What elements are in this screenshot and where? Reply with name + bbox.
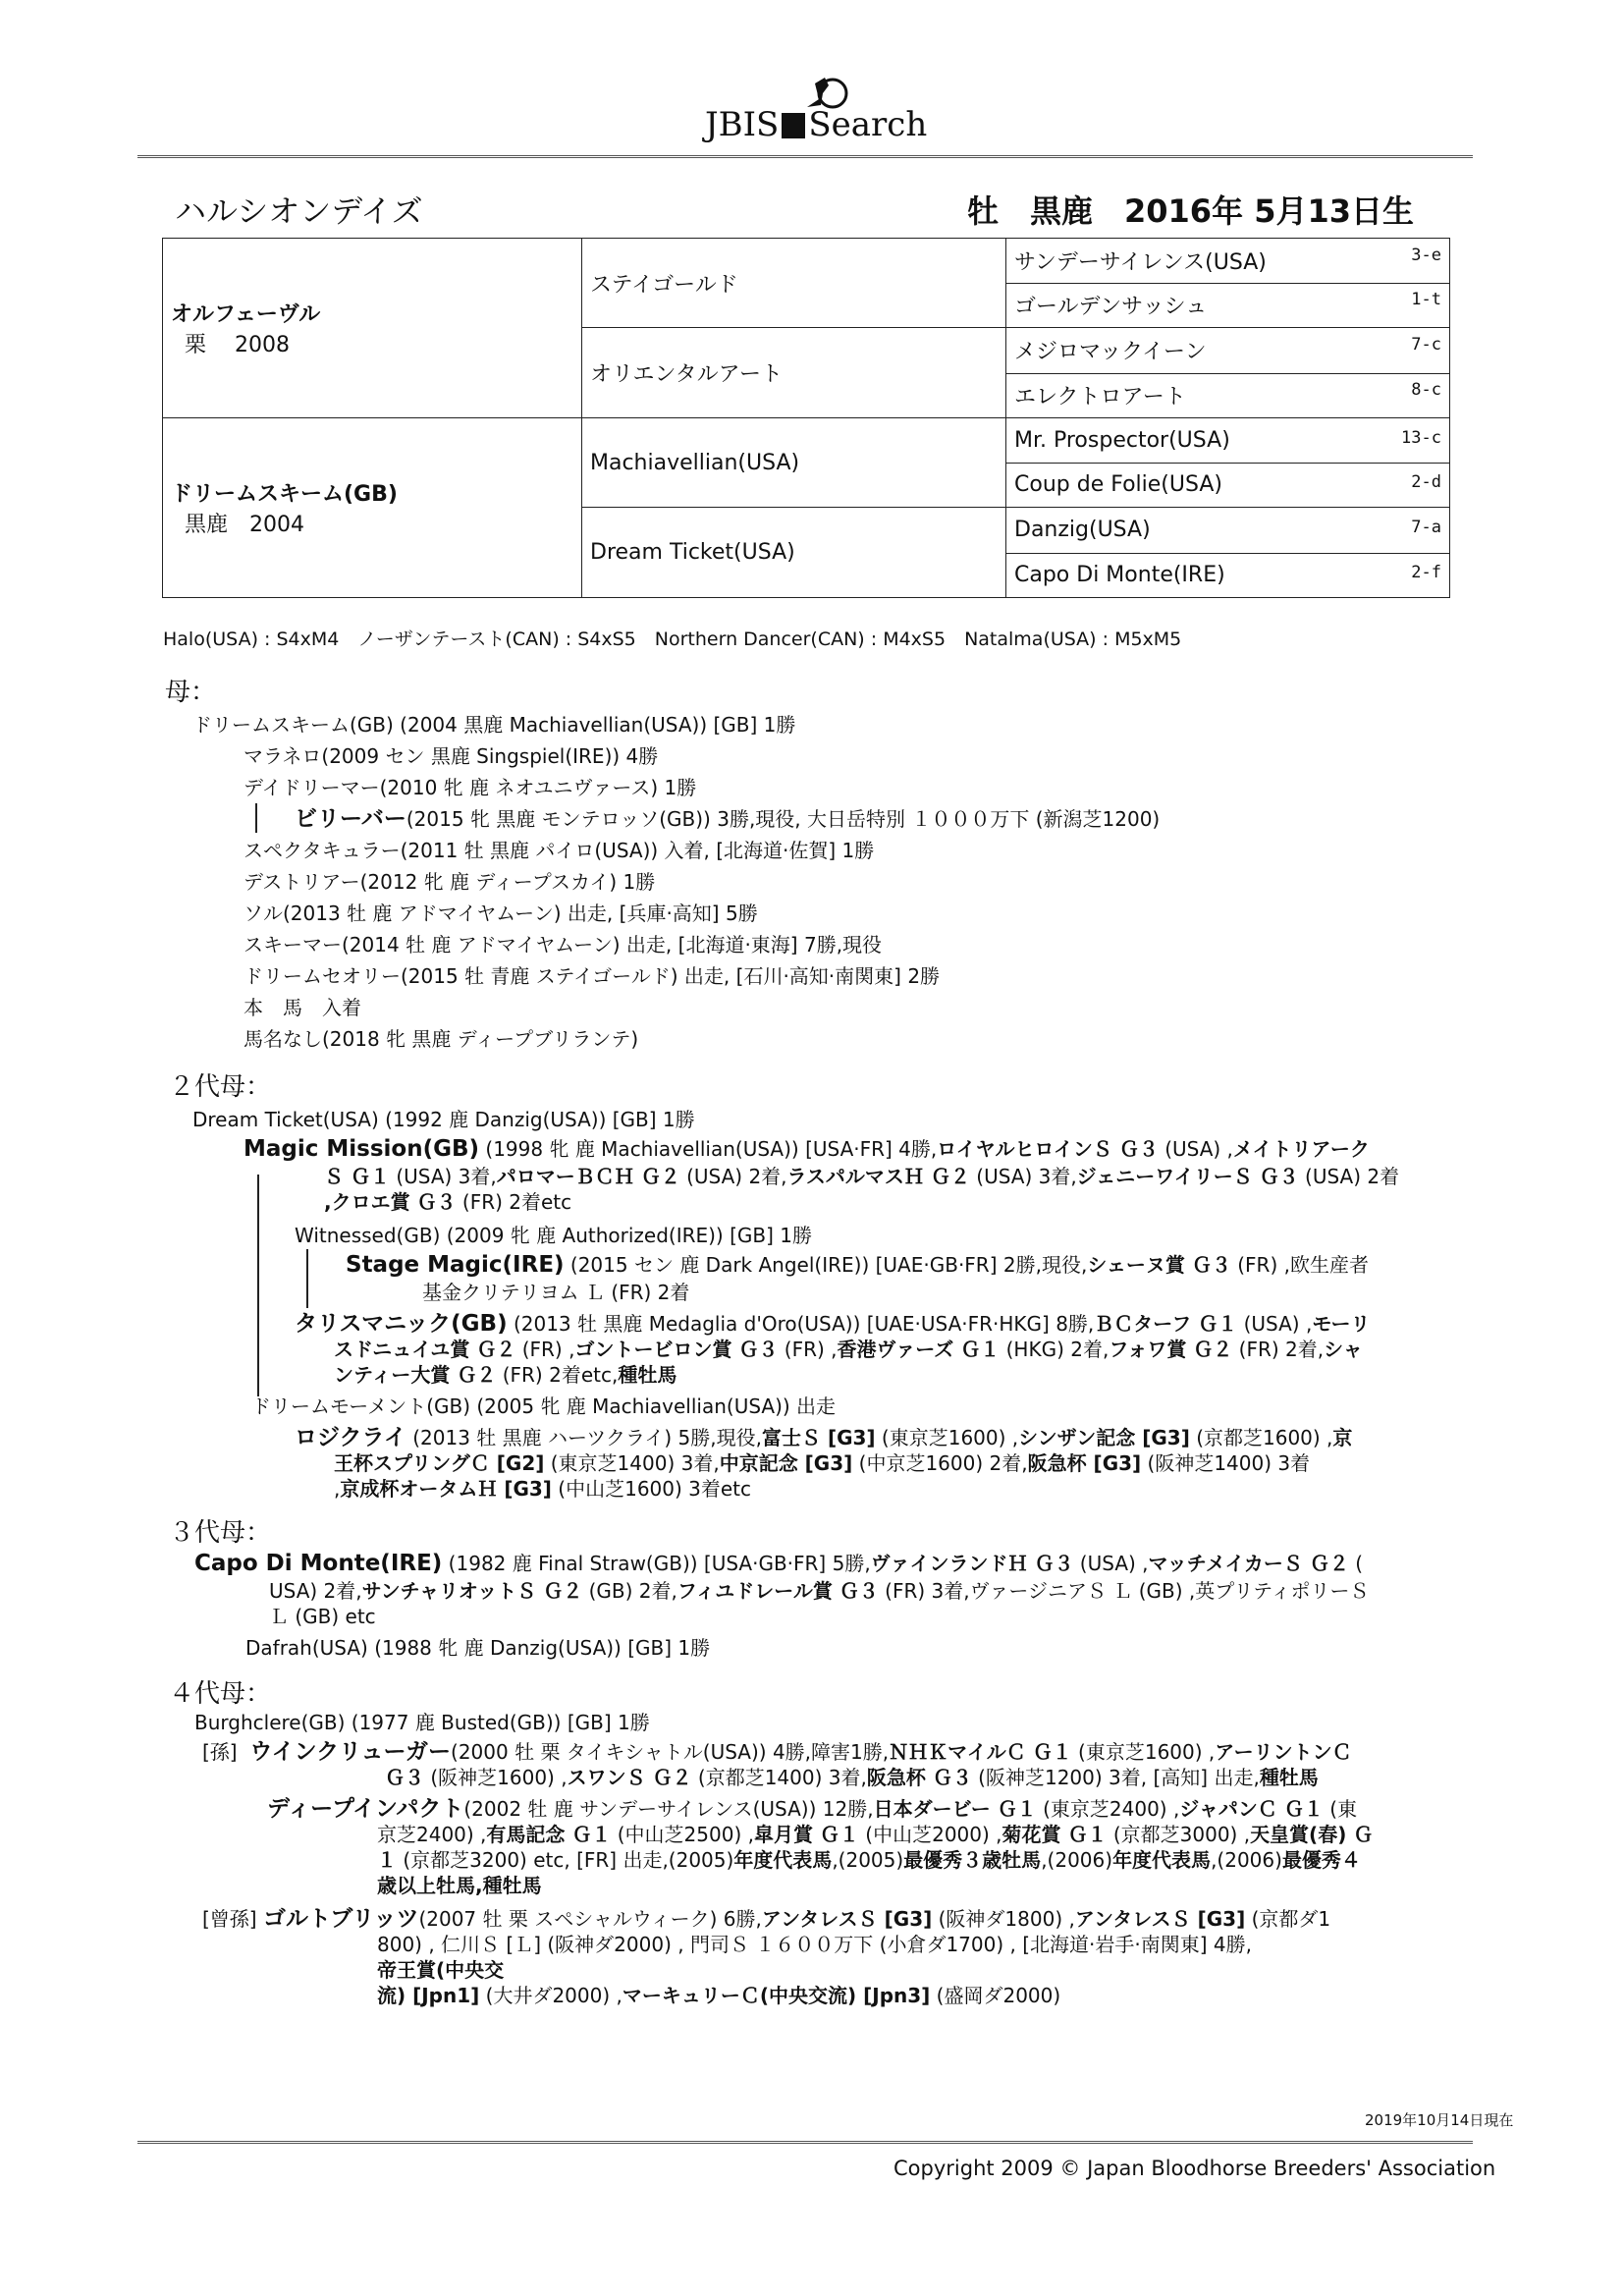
detail: (2007 牡 栗 スペシャルウィーク) 6勝,	[418, 1907, 762, 1931]
g2-line	[295, 1310, 1371, 1338]
g2-line	[334, 1475, 751, 1503]
logo-text-right: Search	[808, 105, 928, 144]
race-highlight: フォワ賞 Ｇ２	[1109, 1338, 1233, 1361]
dam-line: デイドリーマー(2010 牝 鹿 ネオユニヴァース) 1勝	[244, 776, 697, 799]
dam-line: ソル(2013 牡 鹿 アドマイヤムーン) 出走, [兵庫·高知] 5勝	[244, 902, 758, 925]
race-highlight: アンタレスＳ [G3]	[761, 1907, 933, 1931]
race-highlight: アンタレスＳ [G3]	[1074, 1907, 1246, 1931]
detail: (東京芝1600) ,	[1071, 1740, 1216, 1764]
as-of-date: 2019年10月14日現在	[1365, 2111, 1514, 2129]
race-highlight: ゴントービロン賞 Ｇ３	[574, 1338, 779, 1361]
lineage-bar	[257, 1175, 259, 1396]
pedigree-table	[162, 238, 1450, 598]
detail: (阪神芝1400) 3着	[1141, 1451, 1311, 1475]
race-highlight: ＮＨＫマイルＣ Ｇ１	[889, 1740, 1072, 1764]
g2-line	[334, 1336, 1363, 1363]
race-highlight: 天皇賞(春) Ｇ	[1250, 1823, 1374, 1846]
dam-line: ドリームスキーム(GB) (2004 黒鹿 Machiavellian(USA)) [GB] 1勝	[192, 713, 796, 737]
race-highlight: マーキュリーＣ(中央交流) [Jpn3]	[622, 1984, 931, 2007]
g2-line	[324, 1188, 571, 1216]
race-highlight: スドニュイユ賞 Ｇ２	[334, 1338, 516, 1361]
detail: (京都芝1400) 3着,	[691, 1766, 867, 1789]
g4-line	[377, 1846, 1361, 1874]
g3-family: 13-c	[1401, 427, 1441, 448]
detail: (2013 牡 黒鹿 Medaglia d'Oro(USA)) [UAE·USA·FR·HKG] 8勝,	[507, 1312, 1095, 1336]
race-highlight: モーリ	[1312, 1312, 1371, 1336]
ds-cell: Machiavellian(USA)	[582, 418, 1006, 508]
detail: ,(2006)	[1041, 1848, 1113, 1872]
g3-line: Ｌ (GB) etc	[269, 1605, 376, 1628]
horse-info: 牡 黒鹿 2016年 5月13日生	[967, 192, 1415, 230]
g3-cell	[1006, 418, 1450, 464]
detail: (USA) 2着	[1298, 1165, 1400, 1188]
stallion-highlight: 種牡馬	[1259, 1766, 1319, 1789]
detail: (FR) ,欧生産者	[1230, 1253, 1369, 1277]
g4-line	[377, 1956, 504, 1984]
g3-cell	[1006, 463, 1450, 508]
detail: ,(2006)	[1211, 1848, 1282, 1872]
detail: (阪神ダ1800) ,	[932, 1907, 1075, 1931]
g3-cell	[1006, 553, 1450, 598]
race-highlight: 日本ダービー Ｇ１	[873, 1797, 1037, 1821]
race-highlight: 有馬記念 Ｇ１	[486, 1823, 612, 1846]
detail: (東京芝1600) ,	[875, 1426, 1019, 1449]
logo-box	[782, 113, 805, 138]
detail: (FR) 3着,ヴァージニアＳ Ｌ (GB) ,英プリティポリーＳ	[878, 1579, 1370, 1603]
detail: (中京芝1600) 2着,	[852, 1451, 1028, 1475]
race-highlight: ＢＣターフ Ｇ１	[1094, 1312, 1238, 1336]
race-highlight: シンザン記念 [G3]	[1018, 1426, 1190, 1449]
detail: (GB) 2着,	[582, 1579, 677, 1603]
g2-line	[334, 1449, 1310, 1477]
copyright: Copyright 2009 © Japan Bloodhorse Breeders' Association	[893, 2157, 1496, 2180]
race-highlight: 富士Ｓ [G3]	[762, 1426, 876, 1449]
detail: (FR) 2着etc	[456, 1190, 572, 1214]
race-highlight: ロイヤルヒロインＳ Ｇ３	[937, 1137, 1159, 1161]
g3-name: ゴールデンサッシュ	[1014, 295, 1208, 320]
g2-line	[295, 1424, 1352, 1451]
race-highlight: マッチメイカーＳ Ｇ２	[1148, 1552, 1349, 1575]
g3-line	[194, 1550, 1363, 1577]
race-highlight: フィユドレール賞 Ｇ３	[677, 1579, 879, 1603]
ss-cell: ステイゴールド	[582, 239, 1006, 328]
sd-cell: オリエンタルアート	[582, 328, 1006, 418]
horse-highlight: ビリーバー	[295, 806, 406, 832]
race-highlight: 京成杯オータムＨ [G3]	[340, 1477, 552, 1501]
g3-cell	[1006, 328, 1450, 374]
g4-line	[377, 1872, 542, 1899]
detail: (京都ダ1	[1245, 1907, 1331, 1931]
dam-line: 馬名なし(2018 牝 黒鹿 ディープブリランテ)	[244, 1027, 639, 1051]
detail: 京芝2400) ,	[377, 1823, 487, 1846]
detail: (阪神芝1200) 3着, [高知] 出走,	[971, 1766, 1260, 1789]
g3-family: 2-f	[1411, 563, 1441, 583]
race-highlight: 阪急杯 [G3]	[1027, 1451, 1142, 1475]
detail: (盛岡ダ2000)	[930, 1984, 1061, 2007]
detail: (2002 牡 鹿 サンデーサイレンス(USA)) 12勝,	[463, 1797, 874, 1821]
horse-highlight: Capo Di Monte(IRE)	[194, 1551, 443, 1576]
horse-highlight: Magic Mission(GB)	[244, 1136, 480, 1162]
detail: (中山芝2000) ,	[858, 1823, 1002, 1846]
g2-section-title: ２代母：	[169, 1072, 272, 1102]
race-highlight: 京	[1332, 1426, 1353, 1449]
g3-name: Danzig(USA)	[1014, 518, 1151, 543]
detail: ,	[334, 1477, 341, 1501]
g3-family: 1-t	[1411, 290, 1441, 310]
g2-line: ドリームモーメント(GB) (2005 牝 鹿 Machiavellian(USA)) 出走	[251, 1394, 837, 1418]
race-highlight: 流) [Jpn1]	[377, 1984, 480, 2007]
race-highlight: Ｓ Ｇ１	[324, 1165, 390, 1188]
dam-line-detail: (2015 牝 黒鹿 モンテロッソ(GB)) 3勝,現役, 大日岳特別 １０００万下 (新潟芝1200)	[406, 807, 1161, 831]
race-highlight: 王杯スプリングＣ [G2]	[334, 1451, 545, 1475]
g3-name: Capo Di Monte(IRE)	[1014, 563, 1225, 588]
detail: (USA) 3着,	[389, 1165, 497, 1188]
detail: (中山芝2500) ,	[611, 1823, 754, 1846]
horse-highlight: ゴルトブリッツ	[262, 1906, 419, 1932]
g2-line: 基金クリテリヨム Ｌ (FR) 2着	[422, 1281, 690, 1304]
g3-cell	[1006, 508, 1450, 554]
dam-line: デストリアー(2012 牝 鹿 ディープスカイ) 1勝	[244, 870, 656, 894]
g3-cell	[1006, 283, 1450, 328]
detail: (東	[1323, 1797, 1358, 1821]
g4-line	[202, 1738, 1352, 1766]
detail: (FR) ,	[778, 1338, 838, 1361]
race-highlight: ,クロエ賞 Ｇ３	[324, 1190, 457, 1214]
g2-line: Dream Ticket(USA) (1992 鹿 Danzig(USA)) [GB] 1勝	[192, 1108, 695, 1131]
race-highlight: アーリントンＣ	[1215, 1740, 1352, 1764]
race-highlight: 阪急杯 Ｇ３	[866, 1766, 972, 1789]
jbis-search-logo	[687, 93, 943, 147]
g3-family: 2-d	[1411, 472, 1441, 493]
detail: (東京芝2400) ,	[1036, 1797, 1180, 1821]
dam-line: マラネロ(2009 セン 黒鹿 Singspiel(IRE)) 4勝	[244, 744, 659, 768]
g2-line	[324, 1163, 1399, 1190]
detail: (USA) ,	[1158, 1137, 1233, 1161]
race-highlight: サンチャリオットＳ Ｇ２	[361, 1579, 583, 1603]
g4-line: Burghclere(GB) (1977 鹿 Busted(GB)) [GB] 1勝	[194, 1711, 650, 1734]
dam-line: スキーマー(2014 牡 鹿 アドマイヤムーン) 出走, [北海道·東海] 7勝,現役	[244, 933, 883, 957]
detail: (FR) ,	[515, 1338, 575, 1361]
stallion-highlight: 種牡馬	[618, 1363, 677, 1387]
g2-line: Witnessed(GB) (2009 牝 鹿 Authorized(IRE)) [GB] 1勝	[295, 1224, 813, 1247]
g2-line	[334, 1361, 677, 1389]
detail: (HKG) 2着,	[1000, 1338, 1110, 1361]
g4-line	[202, 1905, 1330, 1933]
g3-name: メジロマックイーン	[1014, 340, 1207, 365]
g3-family: 7-a	[1411, 518, 1441, 538]
g3-family: 7-c	[1411, 335, 1441, 355]
sire-cell	[163, 239, 582, 418]
detail: (USA) ,	[1073, 1552, 1149, 1575]
g3-section-title: ３代母：	[169, 1518, 272, 1548]
race-highlight: Ｇ３	[385, 1766, 424, 1789]
award-highlight: 最優秀３歳牡馬	[903, 1848, 1042, 1872]
horse-highlight: Stage Magic(IRE)	[346, 1252, 565, 1278]
g4-line	[267, 1795, 1357, 1823]
race-highlight: ンティー大賞 Ｇ２	[334, 1363, 497, 1387]
g3-name: Coup de Folie(USA)	[1014, 472, 1222, 498]
sire-name: オルフェーヴル	[171, 302, 321, 327]
race-highlight: 菊花賞 Ｇ１	[1001, 1823, 1108, 1846]
detail: (2000 牡 栗 タイキシャトル(USA)) 4勝,障害1勝,	[451, 1740, 890, 1764]
race-highlight: 皐月賞 Ｇ１	[753, 1823, 859, 1846]
logo-text-left: JBIS	[705, 105, 780, 144]
lineage-bar	[306, 1249, 308, 1308]
dam-cell	[163, 418, 582, 598]
dam-name: ドリームスキーム(GB)	[171, 482, 398, 507]
sire-color-year: 栗 2008	[185, 333, 290, 357]
relation-label: [孫]	[202, 1740, 238, 1764]
horse-highlight: ロジクライ	[295, 1425, 406, 1450]
race-highlight: 中京記念 [G3]	[719, 1451, 853, 1475]
race-highlight: ヴァインランドＨ Ｇ３	[870, 1552, 1074, 1575]
detail: (中山芝1600) 3着etc	[551, 1477, 752, 1501]
g4-line	[377, 1821, 1373, 1848]
detail: (阪神芝1600) ,	[424, 1766, 568, 1789]
g3-name: Mr. Prospector(USA)	[1014, 427, 1230, 453]
dam-color-year: 黒鹿 2004	[185, 513, 304, 537]
detail: (USA) ,	[1237, 1312, 1313, 1336]
detail: (	[1348, 1552, 1364, 1575]
award-highlight: 年度代表馬	[733, 1848, 833, 1872]
race-highlight: シャ	[1324, 1338, 1363, 1361]
g3-cell	[1006, 373, 1450, 418]
footer-rule	[137, 2141, 1473, 2144]
g3-name: サンデーサイレンス(USA)	[1014, 249, 1267, 275]
dam-line	[295, 805, 1160, 833]
race-highlight: ラスパルマスＨ Ｇ２	[786, 1165, 970, 1188]
g2-line	[244, 1135, 1370, 1163]
g3-name: エレクトロアート	[1014, 385, 1186, 410]
dam-line: 本 馬 入着	[244, 996, 361, 1019]
g4-line: 800) , 仁川Ｓ [Ｌ] (阪神ダ2000) , 門司Ｓ １６００万下 (小倉ダ1700) , [北海道·岩手·南関東] 4勝,	[377, 1933, 1252, 1956]
race-highlight: シェーヌ賞 Ｇ３	[1087, 1253, 1231, 1277]
g4-line	[385, 1764, 1319, 1791]
g4-section-title: ４代母：	[169, 1679, 272, 1709]
award-highlight: 最優秀４	[1281, 1848, 1361, 1872]
race-highlight: ジャパンＣ Ｇ１	[1179, 1797, 1324, 1821]
detail: ,(2005)	[832, 1848, 904, 1872]
detail: (USA) 3着,	[969, 1165, 1077, 1188]
dd-cell: Dream Ticket(USA)	[582, 508, 1006, 598]
horse-highlight: ウインクリューガー	[249, 1739, 452, 1765]
race-highlight: メイトリアーク	[1232, 1137, 1370, 1161]
g4-line	[377, 1982, 1060, 2009]
detail: USA) 2着,	[269, 1579, 362, 1603]
g3-cell	[1006, 239, 1450, 284]
g3-line: Dafrah(USA) (1988 牝 鹿 Danzig(USA)) [GB] 1勝	[245, 1636, 711, 1660]
horse-name: ハルシオンデイズ	[175, 192, 423, 230]
race-highlight: 帝王賞(中央交	[377, 1958, 505, 1982]
dam-line: ドリームセオリー(2015 牡 青鹿 ステイゴールド) 出走, [石川·高知·南関東] 2勝	[244, 964, 941, 988]
relation-label: [曾孫]	[202, 1907, 257, 1931]
detail: (京都芝3200) etc, [FR] 出走,(2005)	[397, 1848, 734, 1872]
inbreeding-line: Halo(USA) : S4xM4 ノーザンテースト(CAN) : S4xS5 Northern Dancer(CAN) : M4xS5 Natalma(USA) : M5xM5	[163, 629, 1182, 650]
detail: (京都芝3000) ,	[1107, 1823, 1251, 1846]
detail: (FR) 2着etc,	[496, 1363, 619, 1387]
g3-family: 8-c	[1411, 380, 1441, 401]
detail: (大井ダ2000) ,	[479, 1984, 623, 2007]
detail: (FR) 2着,	[1232, 1338, 1325, 1361]
lineage-bar	[255, 803, 257, 833]
g2-line	[346, 1251, 1369, 1279]
detail: (2015 セン 鹿 Dark Angel(IRE)) [UAE·GB·FR] 2勝,現役,	[564, 1253, 1088, 1277]
dam-section-title: 母：	[165, 678, 217, 707]
horse-highlight: ディープインパクト	[267, 1796, 464, 1822]
horse-highlight: タリスマニック(GB)	[295, 1311, 508, 1337]
g3-line	[269, 1577, 1369, 1605]
header-rule	[137, 155, 1473, 158]
race-highlight: スワンＳ Ｇ２	[567, 1766, 692, 1789]
detail: (1998 牝 鹿 Machiavellian(USA)) [USA·FR] 4勝,	[479, 1137, 938, 1161]
race-highlight: 香港ヴァーズ Ｇ１	[837, 1338, 1001, 1361]
detail: (USA) 2着,	[679, 1165, 787, 1188]
award-highlight: 年度代表馬	[1112, 1848, 1212, 1872]
detail: (1982 鹿 Final Straw(GB)) [USA·GB·FR] 5勝,	[442, 1552, 871, 1575]
race-highlight: ジェニーワイリーＳ Ｇ３	[1076, 1165, 1299, 1188]
race-highlight: パロマーＢＣＨ Ｇ２	[496, 1165, 680, 1188]
award-highlight: 歳以上牡馬,種牡馬	[377, 1874, 542, 1897]
detail: (2013 牡 黒鹿 ハーツクライ) 5勝,現役,	[406, 1426, 762, 1449]
g3-family: 3-e	[1411, 245, 1441, 265]
race-highlight: １	[377, 1848, 397, 1872]
detail: (京都芝1600) ,	[1189, 1426, 1333, 1449]
detail: (東京芝1400) 3着,	[544, 1451, 720, 1475]
dam-line: スペクタキュラー(2011 牡 黒鹿 パイロ(USA)) 入着, [北海道·佐賀] 1勝	[244, 839, 875, 862]
